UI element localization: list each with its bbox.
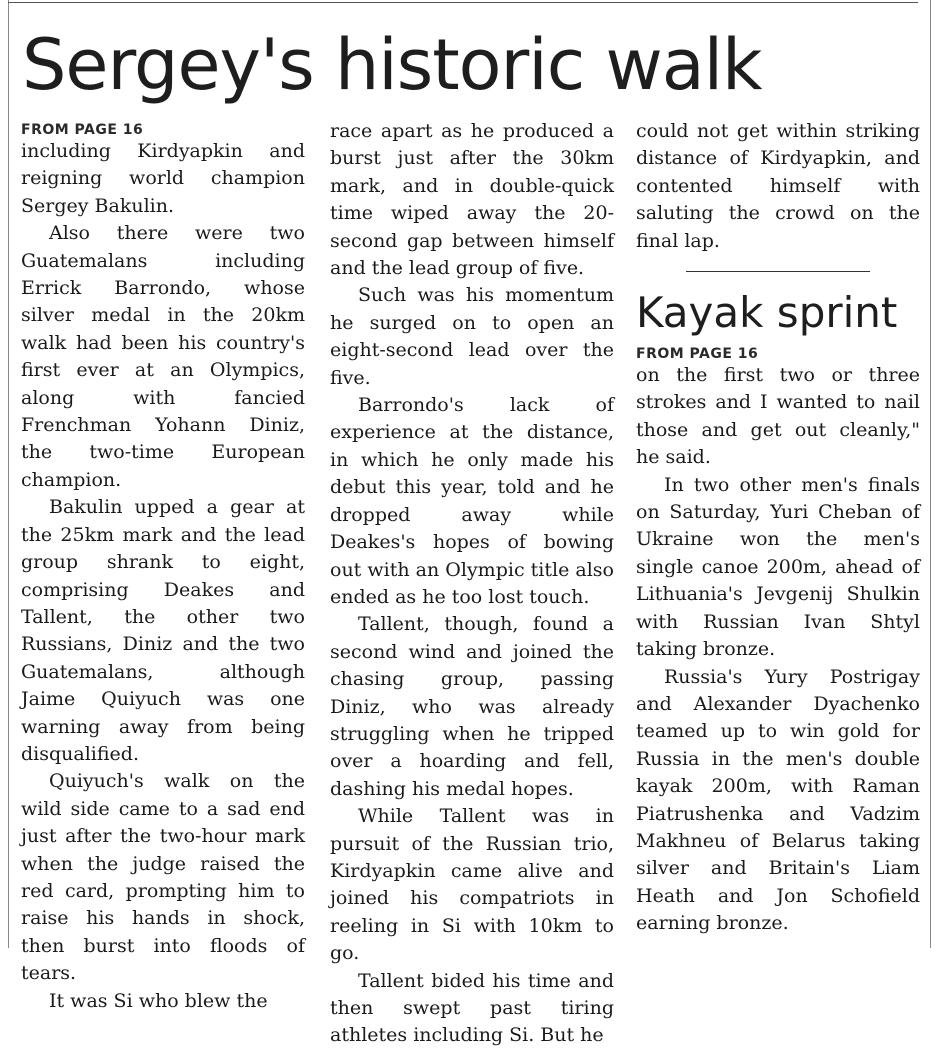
paragraph: Russia's Yury Postrigay and Alexander Dyachenko teamed up to win gold for Russia in the men's double kayak 200m, with Raman Piatrushenka and Vadzim Makhneu of Belarus taking silver and Britain's Liam Heath and Jon Schofield earning bronze.	[636, 665, 920, 935]
paragraph: on the first two or three strokes and I wanted to nail those and get out cleanly," he said.	[636, 364, 920, 469]
headline: Sergey's historic walk	[22, 24, 762, 106]
from-page-kicker: FROM PAGE 16	[21, 122, 144, 138]
paragraph: Tallent, though, found a second wind and joined the chasing group, passing Diniz, who was already struggling when he tripped over a hoarding and fell, dashing his medal hopes.	[330, 613, 614, 800]
column-2	[330, 118, 614, 1050]
from-page-kicker: FROM PAGE 16	[636, 346, 759, 363]
paragraph: While Tallent was in pursuit of the Russian trio, Kirdyapkin came alive and joined his compatriots in reeling in Si with 10km to go.	[330, 805, 614, 965]
paragraph: including Kirdyapkin and reigning world champion Sergey Bakulin.	[21, 140, 305, 217]
paragraph: In two other men's finals on Saturday, Yuri Cheban of Ukraine won the men's single canoe 200m, ahead of Lithuania's Jevgenij Shulkin with Russian Ivan Shtyl taking bronze.	[636, 473, 920, 661]
paragraph: Also there were two Guatemalans including Errick Barrondo, whose silver medal in the 20km walk had been his country's first ever at an Olympics, along with fancied Frenchman Yohann Diniz, the two-time European champion.	[21, 222, 305, 491]
paragraph: Such was his momentum he surged on to open an eight-second lead over the five.	[330, 284, 614, 389]
paragraph: race apart as he produced a burst just after the 30km mark, and in double-quick time wiped away the 20-second gap between himself and the lead group of five.	[330, 120, 614, 280]
paragraph: Quiyuch's walk on the wild side came to a sad end just after the two-hour mark when the judge raised the red card, prompting him to raise his hands in shock, then burst into floods of tears.	[21, 770, 305, 985]
section-divider	[686, 271, 870, 272]
top-rule	[8, 2, 918, 3]
column-1	[21, 118, 305, 1015]
paragraph: Bakulin upped a gear at the 25km mark and the lead group shrank to eight, comprising Deakes and Tallent, the other two Russians, Diniz and the two Guatemalans, although Jaime Quiyuch was one warning away from being disqualified.	[21, 496, 305, 765]
subheadline: Kayak sprint	[636, 288, 898, 338]
paragraph: could not get within striking distance of Kirdyapkin, and contented himself with saluting the crowd on the final lap.	[636, 120, 920, 252]
paragraph: Barrondo's lack of experience at the distance, in which he only made his debut this year, told and he dropped away while Deakes's hopes of bowing out with an Olympic title also ended as he too lost touch.	[330, 394, 614, 608]
column-3	[636, 118, 920, 938]
paragraph: It was Si who blew the	[49, 989, 268, 1012]
paragraph: Tallent bided his time and then swept past tiring athletes including Si. But he	[330, 969, 614, 1047]
